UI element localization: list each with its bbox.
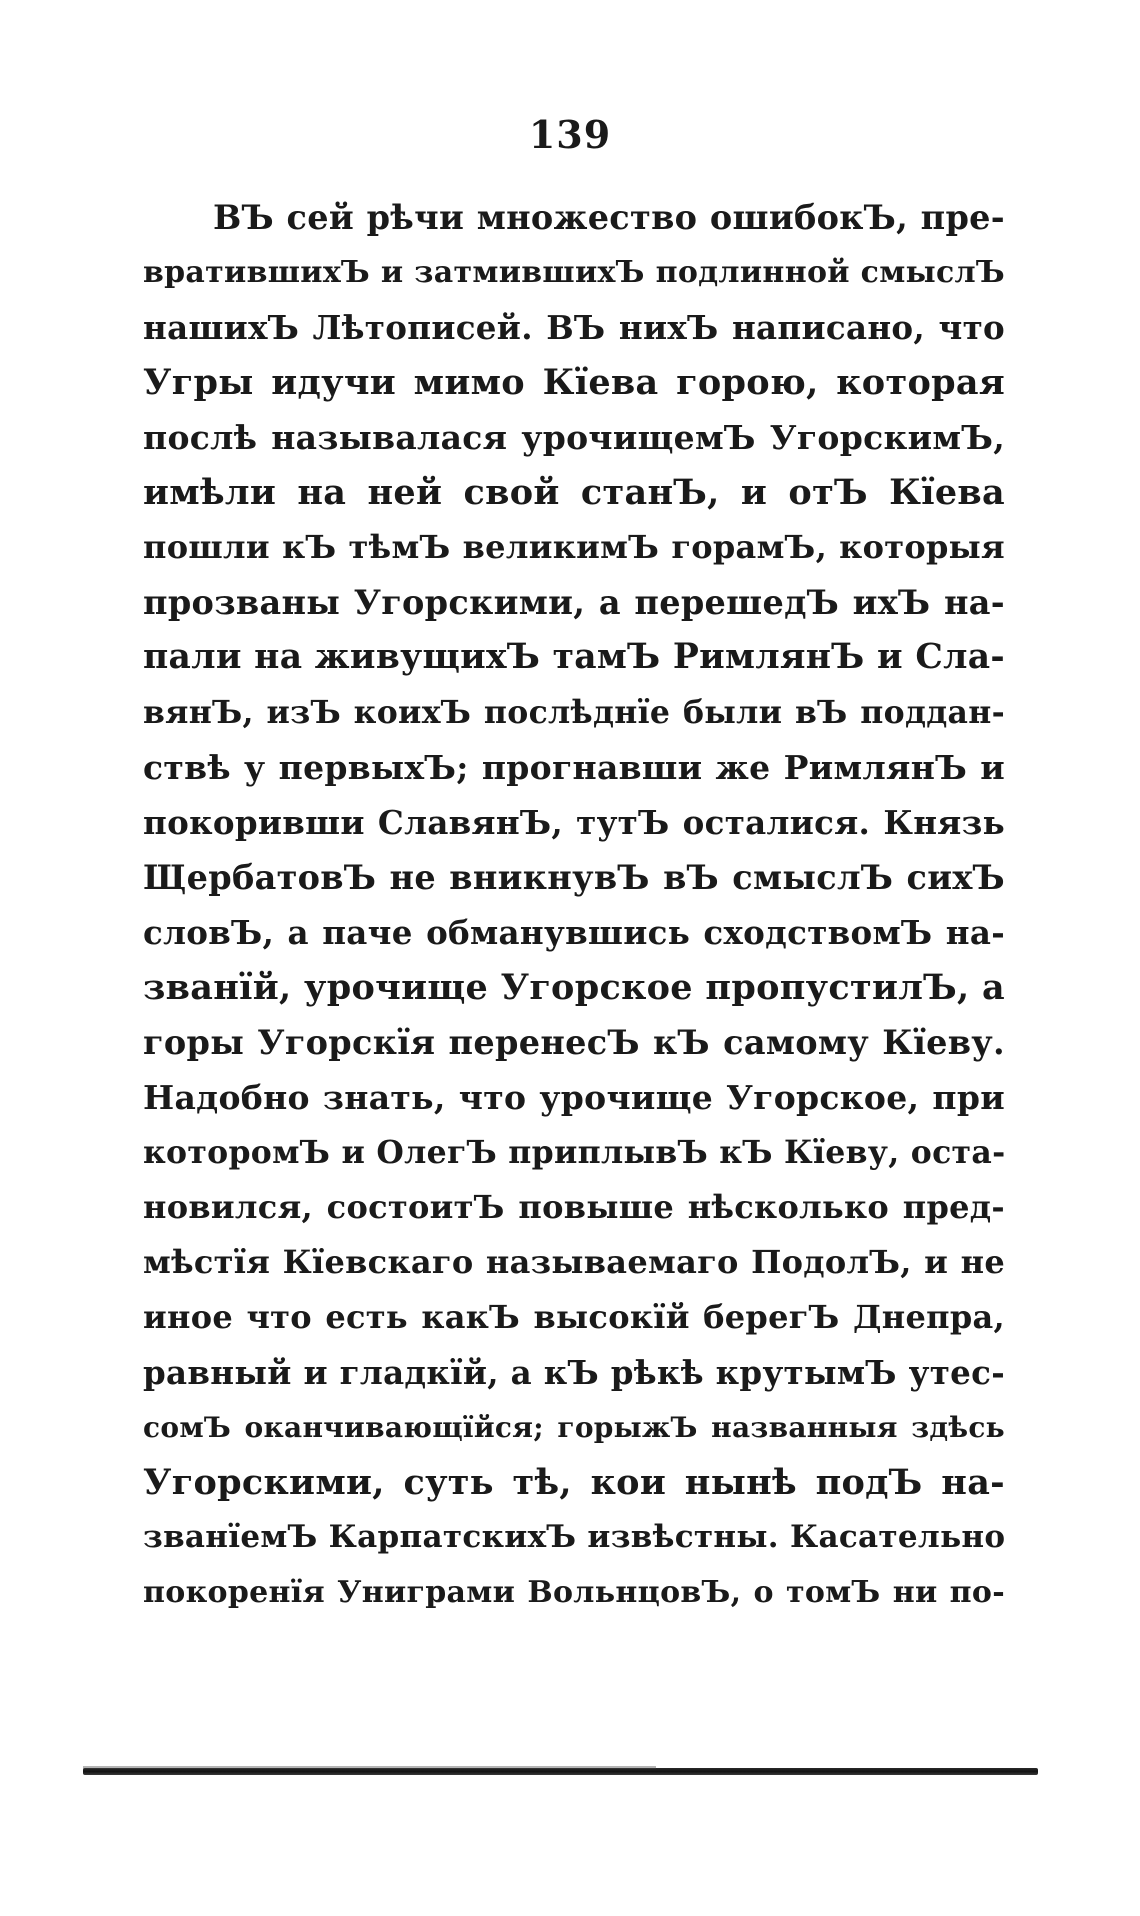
text-line: покоривши СлавянЪ, тутЪ осталися. Князь <box>143 803 1005 842</box>
text-line: Надобно знать, что урочище Угорское, при <box>143 1078 1005 1117</box>
text-line: званїемЪ КарпатскихЪ извѣстны. Касательно <box>143 1519 1006 1555</box>
page-number: 139 <box>528 112 612 157</box>
text-line: ВЪ сей рѣчи множество ошибокЪ, пре- <box>213 198 1005 237</box>
text-line: прозваны Угорскими, а перешедЪ ихЪ на- <box>143 583 1005 622</box>
text-line: Угры идучи мимо Кїева горою, которая <box>143 362 1005 403</box>
body-text <box>143 190 1005 1620</box>
text-line: мѣстїя Кїевскаго называемаго ПодолЪ, и не <box>143 1243 1005 1281</box>
text-line: равный и гладкїй, а кЪ рѣкѣ крутымЪ утес- <box>143 1353 1005 1392</box>
text-line: послѣ называлася урочищемЪ УгорскимЪ, <box>143 418 1005 457</box>
text-line: покоренїя Униграми ВольнцовЪ, о томЪ ни по- <box>143 1575 1005 1610</box>
text-line: ЩербатовЪ не вникнувЪ вЪ смыслЪ сихЪ <box>143 858 1005 897</box>
text-line: вянЪ, изЪ коихЪ послѣднїе были вЪ поддан- <box>143 694 1005 731</box>
text-line: пошли кЪ тѣмЪ великимЪ горамЪ, которыя <box>143 528 1005 566</box>
text-line: иное что есть какЪ высокїй берегЪ Днепра, <box>143 1298 1005 1336</box>
text-line: вратившихЪ и затмившихЪ подлинной смыслЪ <box>143 255 1005 290</box>
text-line: новился, состоитЪ повыше нѣсколько пред- <box>143 1188 1005 1226</box>
text-line: ствѣ у первыхЪ; прогнавши же РимлянЪ и <box>143 748 1005 787</box>
text-line: словЪ, а паче обманувшись сходствомЪ на- <box>143 913 1005 952</box>
text-line: пали на живущихЪ тамЪ РимлянЪ и Сла- <box>143 637 1005 677</box>
text-line: которомЪ и ОлегЪ приплывЪ кЪ Кїеву, оста- <box>143 1134 1006 1171</box>
text-line: имѣли на ней свой станЪ, и отЪ Кїева <box>143 472 1005 513</box>
text-line: званїй, урочище Угорское пропустилЪ, а <box>143 967 1005 1008</box>
text-line: нашихЪ Лѣтописей. ВЪ нихЪ написано, что <box>143 308 1005 347</box>
text-line: сомЪ оканчивающїйся; горыжЪ названныя здѣсь <box>143 1411 1005 1444</box>
text-line: горы Угорскїя перенесЪ кЪ самому Кїеву. <box>143 1023 1005 1062</box>
text-line: Угорскими, суть тѣ, кои нынѣ подЪ на- <box>143 1462 1005 1503</box>
bottom-rule <box>83 1768 1038 1775</box>
